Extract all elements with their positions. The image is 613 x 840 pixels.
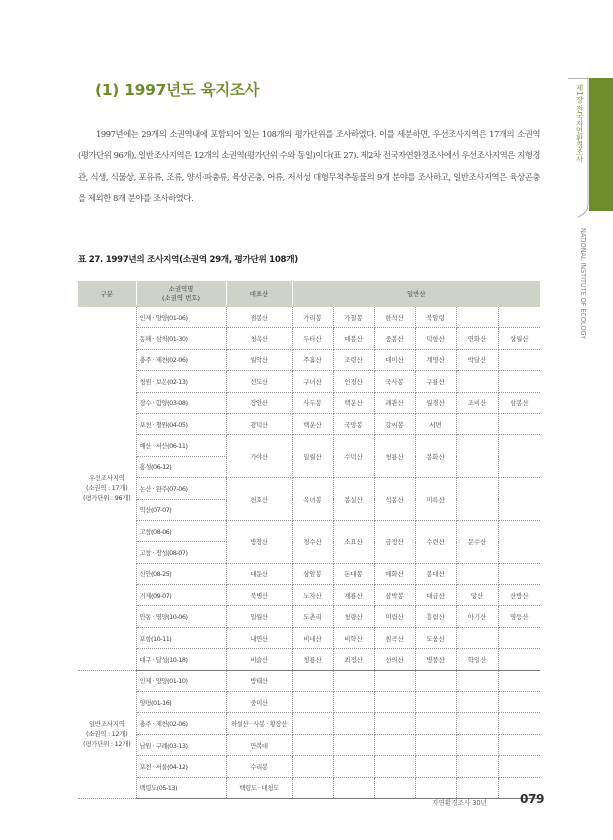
general-mountain-cell [498,563,540,584]
general-mountain-cell [415,756,456,777]
general-mountain-cell: 청룡산 [292,649,333,670]
rep-mountain-cell: 백령도 · 대청도 [226,777,292,798]
region-cell: 포천 · 철원(04-05) [136,413,226,434]
general-mountain-cell [456,413,498,434]
rep-mountain-cell: 내연산 [226,627,292,648]
general-mountain-cell [498,692,540,713]
general-mountain-cell: 문수산 [456,520,498,563]
survey-region-table [78,281,540,799]
general-mountain-cell [333,713,374,734]
general-mountain-cell: 흥림산 [415,606,456,627]
general-mountain-cell [415,713,456,734]
region-cell: 포천 · 서울(04-12) [136,756,226,777]
general-mountain-cell [498,349,540,370]
general-mountain-cell: 수덕산 [333,435,374,478]
general-mountain-cell [456,563,498,584]
general-mountain-cell: 주흘산 [292,349,333,370]
general-mountain-cell: 미림산 [374,606,415,627]
general-mountain-cell: 상월산 [498,328,540,349]
rep-mountain-cell: 북병산 [226,585,292,606]
general-mountain-cell [374,670,415,691]
general-mountain-cell: 경수산 [292,520,333,563]
table-caption: 표 27. 1997년의 조사지역(소권역 29개, 평가단위 108개) [78,255,298,265]
general-mountain-cell: 학일산 [456,649,498,670]
general-mountain-cell [498,307,540,328]
general-mountain-cell: 괘관산 [374,392,415,413]
general-mountain-cell: 매봉산 [333,328,374,349]
general-mountain-cell [456,777,498,798]
general-mountain-cell: 수련산 [415,520,456,563]
general-mountain-cell: 침곡산 [374,627,415,648]
priority-group-cell [78,307,136,670]
general-mountain-cell [292,713,333,734]
region-cell: 거제(09-07) [136,585,226,606]
institute-label: NATIONAL INSTITUTE OF ECOLOGY [579,228,587,340]
rep-mountain-cell: 청옥산 [226,328,292,349]
region-cell: 청원 · 보은(02-13) [136,371,226,392]
general-mountain-cell: 사두봉 [292,392,333,413]
general-mountain-cell [498,713,540,734]
general-mountain-cell [456,734,498,755]
region-cell: 포항(10-11) [136,627,226,648]
region-cell: 동해 · 삼척(01-30) [136,328,226,349]
table-row [78,520,540,541]
rep-mountain-cell: 하설산 · 사봉 · 황장산 [226,713,292,734]
general-mountain-cell [498,649,540,670]
region-cell: 인제 · 양양(01-06) [136,307,226,328]
general-mountain-cell [415,734,456,755]
general-mountain-cell: 백운산 [333,392,374,413]
general-mountain-cell [498,756,540,777]
general-mountain-cell: 백운산 [292,413,333,434]
table-header-row [78,281,540,307]
rep-mountain-cell: 수리봉 [226,756,292,777]
general-mountain-cell: 청룡산 [374,435,415,478]
table-row [78,585,540,606]
general-mountain-cell [292,734,333,755]
priority-group-line1: 우선조사지역 [88,474,125,483]
general-mountain-cell: 조령산 [333,349,374,370]
table-row [78,371,540,392]
general-mountain-cell [333,756,374,777]
general-mountain-cell: 덕항산 [415,328,456,349]
general-mountain-cell [374,692,415,713]
general-mountain-cell [292,670,333,691]
general-mountain-cell [498,627,540,648]
general-mountain-cell: 중봉산 [374,328,415,349]
general-group-line3: (평가단위 : 12개) [83,740,131,749]
general-mountain-cell [333,692,374,713]
general-mountain-cell: 조비산 [456,392,498,413]
general-mountain-cell: 북암령 [415,307,456,328]
general-mountain-cell [415,670,456,691]
header-representative: 대표산 [226,281,292,307]
general-mountain-cell [374,713,415,734]
table-row [78,627,540,648]
chapter-label: 제1장 전국자연환경조사 [575,84,584,163]
rep-mountain-cell: 장안산 [226,392,292,413]
general-mountain-cell [374,777,415,798]
general-mountain-cell: 미륵산 [415,478,456,521]
region-cell: 대구 · 달성(10-18) [136,649,226,670]
general-mountain-cell: 소요산 [333,520,374,563]
general-mountain-cell [456,435,498,478]
general-mountain-cell: 금정산 [374,520,415,563]
general-mountain-cell [292,692,333,713]
table-row [78,307,540,328]
region-cell: 고창 · 장성(08-07) [136,542,226,563]
general-mountain-cell: 최정산 [333,649,374,670]
region-cell: 충주 · 제천(02-06) [136,713,226,734]
general-mountain-cell [456,692,498,713]
general-mountain-cell: 청량산 [333,606,374,627]
general-mountain-cell [498,371,540,392]
table-row [78,756,540,777]
rep-mountain-cell: 일월산 [226,606,292,627]
general-mountain-cell [333,734,374,755]
general-mountain-cell: 계명산 [415,349,456,370]
header-region-line1: 소권역명 [168,285,194,293]
table-row [78,328,540,349]
table-row [78,435,540,456]
general-mountain-cell: 계룡산 [333,585,374,606]
region-cell: 장수 · 함양(03-08) [136,392,226,413]
general-mountain-cell [415,777,456,798]
table-row [78,649,540,670]
general-mountain-cell: 구룡산 [415,371,456,392]
table-row [78,606,540,627]
general-mountain-cell: 서면 [415,413,456,434]
region-cell: 인제 · 양양(01-10) [136,670,226,691]
general-mountain-cell: 일월산 [292,435,333,478]
general-mountain-cell: 두타산 [292,328,333,349]
general-mountain-cell: 가칠봉 [333,307,374,328]
table-row [78,670,540,691]
table-row [78,563,540,584]
page-number: 079 [520,792,544,806]
general-mountain-cell: 노자산 [292,585,333,606]
region-cell: 예산 · 서산(06-11) [136,435,226,456]
general-mountain-cell: 연화산 [456,328,498,349]
table-row [78,392,540,413]
general-mountain-cell: 도움산 [415,627,456,648]
general-mountain-cell: 비네산 [292,627,333,648]
header-region-line2: (소권역 번호) [162,294,200,302]
region-cell: 안동 · 영양(10-06) [136,606,226,627]
priority-group-line2: (소권역 : 17개) [86,484,128,493]
general-group-cell [78,670,136,798]
general-group-line1: 일반조사지역 [88,720,125,729]
general-mountain-cell: 강씨봉 [374,413,415,434]
general-mountain-cell [456,478,498,521]
general-mountain-cell: 돈대봉 [333,563,374,584]
table-row [78,692,540,713]
sidebar-divider [568,78,613,218]
general-mountain-cell [456,670,498,691]
rep-mountain-cell: 만복대 [226,734,292,755]
region-cell: 논산 · 완주(07-06) [136,478,226,499]
general-mountain-cell: 국사봉 [374,371,415,392]
general-mountain-cell [456,756,498,777]
table-row [78,713,540,734]
general-mountain-cell [374,734,415,755]
header-category: 구분 [78,281,136,307]
general-mountain-cell: 옥녀봉 [292,478,333,521]
general-mountain-cell: 영등산 [498,606,540,627]
general-mountain-cell [333,777,374,798]
general-mountain-cell: 대금산 [415,585,456,606]
region-cell: 고창(08-06) [136,520,226,541]
general-mountain-cell: 가리봉 [292,307,333,328]
general-mountain-cell: 봉화산 [415,435,456,478]
table-row [78,413,540,434]
rep-mountain-cell: 점봉산 [226,307,292,328]
rep-mountain-cell: 방태산 [226,670,292,691]
general-mountain-cell: 산방산 [498,585,540,606]
region-cell: 백령도(05-13) [136,777,226,798]
general-mountain-cell: 봉대산 [415,563,456,584]
rep-mountain-cell: 광덕산 [226,413,292,434]
table-row [78,478,540,499]
general-mountain-cell: 삼봉산 [498,392,540,413]
header-region [136,281,226,307]
general-mountain-cell: 박달산 [456,349,498,370]
general-mountain-cell [456,371,498,392]
rep-mountain-cell: 천호산 [226,478,292,521]
rep-mountain-cell: 대둔산 [226,563,292,584]
table-row [78,349,540,370]
general-mountain-cell [498,734,540,755]
priority-group-line3: (평가단위 : 96개) [83,494,131,503]
rep-mountain-cell: 중미산 [226,692,292,713]
general-group-line2: (소권역 : 12개) [86,730,128,739]
general-mountain-cell: 도촌리 [292,606,333,627]
general-mountain-cell [498,670,540,691]
table-row [78,777,540,798]
general-mountain-cell: 삼박봉 [374,585,415,606]
header-general: 일반산 [292,281,540,307]
general-mountain-cell [333,670,374,691]
general-mountain-cell: 삼암봉 [292,563,333,584]
general-mountain-cell: 아기산 [456,606,498,627]
region-cell: 충주 · 제천(02-06) [136,349,226,370]
general-mountain-cell: 대미산 [374,349,415,370]
region-cell: 남원 · 구례(03-13) [136,734,226,755]
general-mountain-cell [292,777,333,798]
general-mountain-cell [498,413,540,434]
general-mountain-cell: 망산 [456,585,498,606]
rep-mountain-cell: 방장산 [226,520,292,563]
rep-mountain-cell: 가야산 [226,435,292,478]
general-mountain-cell: 국망봉 [333,413,374,434]
general-mountain-cell: 한석산 [374,307,415,328]
general-mountain-cell [415,692,456,713]
general-mountain-cell [374,756,415,777]
general-mountain-cell: 병풍산 [415,649,456,670]
general-mountain-cell [456,627,498,648]
general-mountain-cell: 비학산 [333,627,374,648]
general-mountain-cell [292,756,333,777]
general-mountain-cell: 구녀산 [292,371,333,392]
general-mountain-cell: 매화산 [374,563,415,584]
footer-book-title: 자연환경조사 30년 [432,799,487,807]
rep-mountain-cell: 월악산 [226,349,292,370]
region-cell: 익산(07-07) [136,499,226,520]
region-cell: 홍성(06-12) [136,456,226,477]
rep-mountain-cell: 비슬산 [226,649,292,670]
region-cell: 양평(01-16) [136,692,226,713]
general-mountain-cell [456,307,498,328]
rep-mountain-cell: 선도산 [226,371,292,392]
region-cell: 신안(08-25) [136,563,226,584]
general-mountain-cell [456,713,498,734]
general-mountain-cell: 월경산 [415,392,456,413]
general-mountain-cell: 선의산 [374,649,415,670]
general-mountain-cell [498,520,540,563]
body-paragraph: 1997년에는 29개의 소권역내에 포함되어 있는 108개의 평가단위를 조사하였다. 이를 세분하면, 우선조사지역은 17개의 소권역(평가단위 96개), 일반조사지역은 12개의 소권역(평가단위 수와 동일)이다(표 27). 제2차 전국자연환경조사에서 우선조사지역은 지형경관, 식생, 식물상, 포유류, 조류, 양서·파충류, 육상곤충, 어류, 저서성 대형무척추동물의 9개 분야를 조사하고, 일반조사지역은 육상곤충을 제외한 8개 분야를 조사하였다. [78,129,540,203]
general-mountain-cell: 인경산 [333,371,374,392]
general-mountain-cell [498,478,540,521]
general-mountain-cell: 봉실산 [333,478,374,521]
table-row [78,734,540,755]
general-mountain-cell [498,435,540,478]
general-mountain-cell: 석봉산 [374,478,415,521]
section-title: (1) 1997년도 육지조사 [95,81,260,99]
